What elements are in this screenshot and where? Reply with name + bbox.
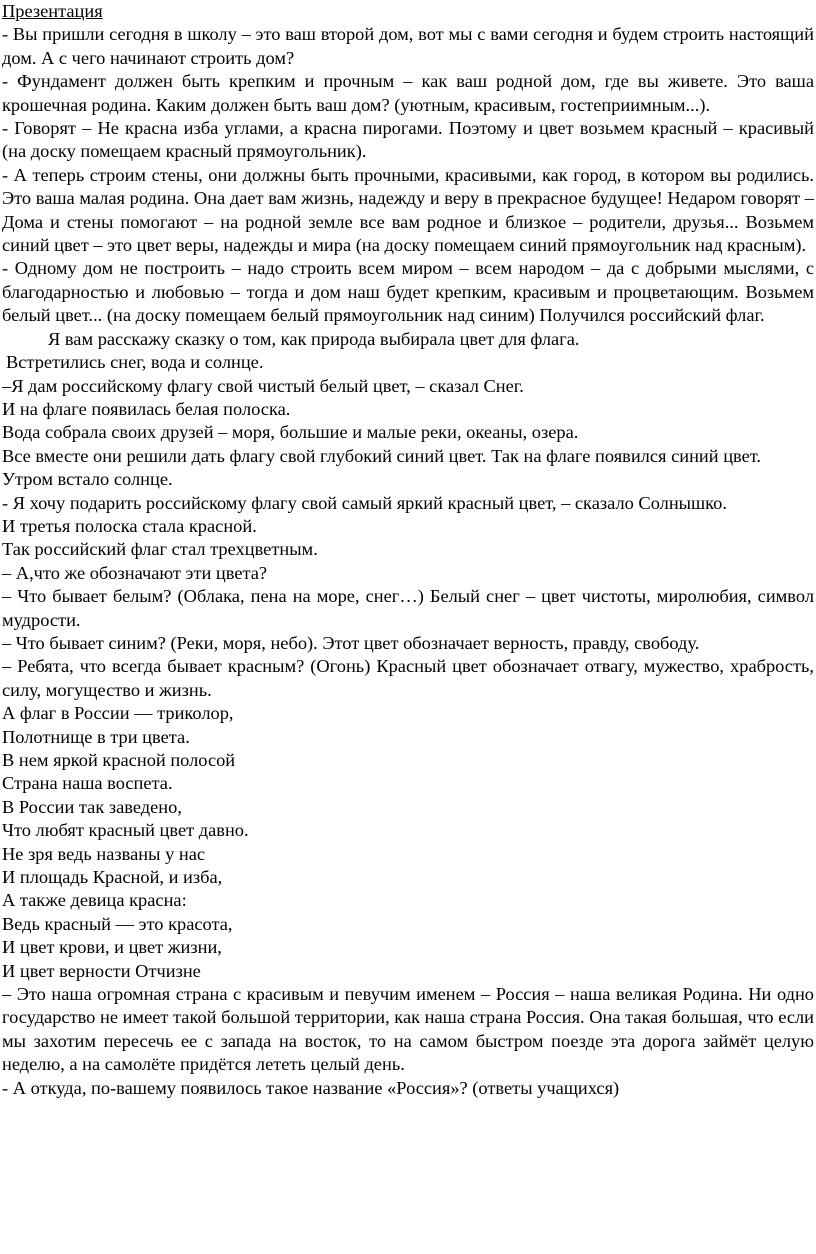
poem-line: Ведь красный — это красота, [2,913,233,934]
poem-line: А также девица красна: [2,890,187,911]
paragraph-tale-intro: Я вам расскажу сказку о том, как природа выбирала цвет для флага. [48,328,580,349]
document-title: Презентация [2,1,103,21]
paragraph-blue-meaning: – Что бывает синим? (Реки, моря, небо). Этот цвет обозначает верность, правду, свободу. [2,632,700,653]
paragraph-tale-line: Утром встало солнце. [2,469,173,490]
paragraph-tale-line: Встретились снег, вода и солнце. [6,352,264,373]
poem-line: А флаг в России — триколор, [2,703,234,724]
poem-line: Страна наша воспета. [2,773,173,794]
paragraph-red-color: - Говорят – Не красна изба углами, а красна пирогами. Поэтому и цвет возьмем красный – красивый (на доску помещаем красный прямоугольник). [2,118,814,162]
paragraph-white-flag: - Одному дом не построить – надо строить всем миром – всем народом – да с добрыми мыслями, с благодарностью и любовью – тогда и дом наш будет крепким, красивым и процветающим. Возьмем белый цвет... (на доску помещаем белый прямоугольник над синим) Получился российский флаг. [2,258,814,326]
poem-line: В России так заведено, [2,796,182,817]
paragraph-tale-line: Так российский флаг стал трехцветным. [2,539,318,560]
paragraph-red-meaning: – Ребята, что всегда бывает красным? (Огонь) Красный цвет обозначает отвагу, мужество, храбрость, силу, могущество и жизнь. [2,656,814,700]
paragraph-foundation: - Фундамент должен быть крепким и прочным – как ваш родной дом, где вы живете. Это ваша крошечная родина. Каким должен быть ваш дом? (уютным, красивым, гостеприимным...). [2,71,814,115]
paragraph-white-meaning: – Что бывает белым? (Облака, пена на море, снег…) Белый снег – цвет чистоты, миролюбия, символ мудрости. [2,586,814,630]
poem-line: Не зря ведь названы у нас [2,843,206,864]
paragraph-question: – А,что же обозначают эти цвета? [2,562,268,583]
poem-line: И цвет верности Отчизне [2,960,201,981]
paragraph-intro: - Вы пришли сегодня в школу – это ваш второй дом, вот мы с вами сегодня и будем строить настоящий дом. А с чего начинают строить дом? [2,24,814,68]
paragraph-russia-country: – Это наша огромная страна с красивым и певучим именем – Россия – наша великая Родина. Ни одно государство не имеет такой большой территории, как наша страна Россия. Она такая большая, что если мы захотим пересечь ее с запада на восток, то на самом быстром поезде эта дорога займёт целую неделю, а на самолёте придётся лететь целый день. [2,984,814,1075]
paragraph-tale-line: Вода собрала своих друзей – моря, большие и малые реки, океаны, озера. [2,422,579,443]
paragraph-tale-line: И на флаге появилась белая полоска. [2,398,291,419]
paragraph-tale-line: –Я дам российскому флагу свой чистый белый цвет, – сказал Снег. [2,375,524,396]
paragraph-walls-blue: - А теперь строим стены, они должны быть прочными, красивыми, как город, в котором вы родились. Это ваша малая родина. Она дает вам жизнь, надежду и веру в прекрасное будущее! Недаром говорят – Дома и стены помогают – на родной земле все вам родное и близкое – родители, друзья... Возьмем синий цвет – это цвет веры, надежды и мира (на доску помещаем синий прямоугольник над красным). [2,164,814,256]
paragraph-tale-line: Все вместе они решили дать флагу свой глубокий синий цвет. Так на флаге появился синий цвет. [2,445,762,466]
paragraph-tale-line: - Я хочу подарить российскому флагу свой самый яркий красный цвет, – сказало Солнышко. [2,492,727,513]
poem-line: И цвет крови, и цвет жизни, [2,937,222,958]
paragraph-tale-line: И третья полоска стала красной. [2,515,257,536]
poem-line: Полотнище в три цвета. [2,726,190,747]
paragraph-final-question: - А откуда, по-вашему появилось такое название «Россия»? (ответы учащихся) [2,1077,620,1098]
poem-line: В нем яркой красной полосой [2,750,236,770]
poem-line: И площадь Красной, и изба, [2,867,223,888]
poem-line: Что любят красный цвет давно. [2,820,249,841]
